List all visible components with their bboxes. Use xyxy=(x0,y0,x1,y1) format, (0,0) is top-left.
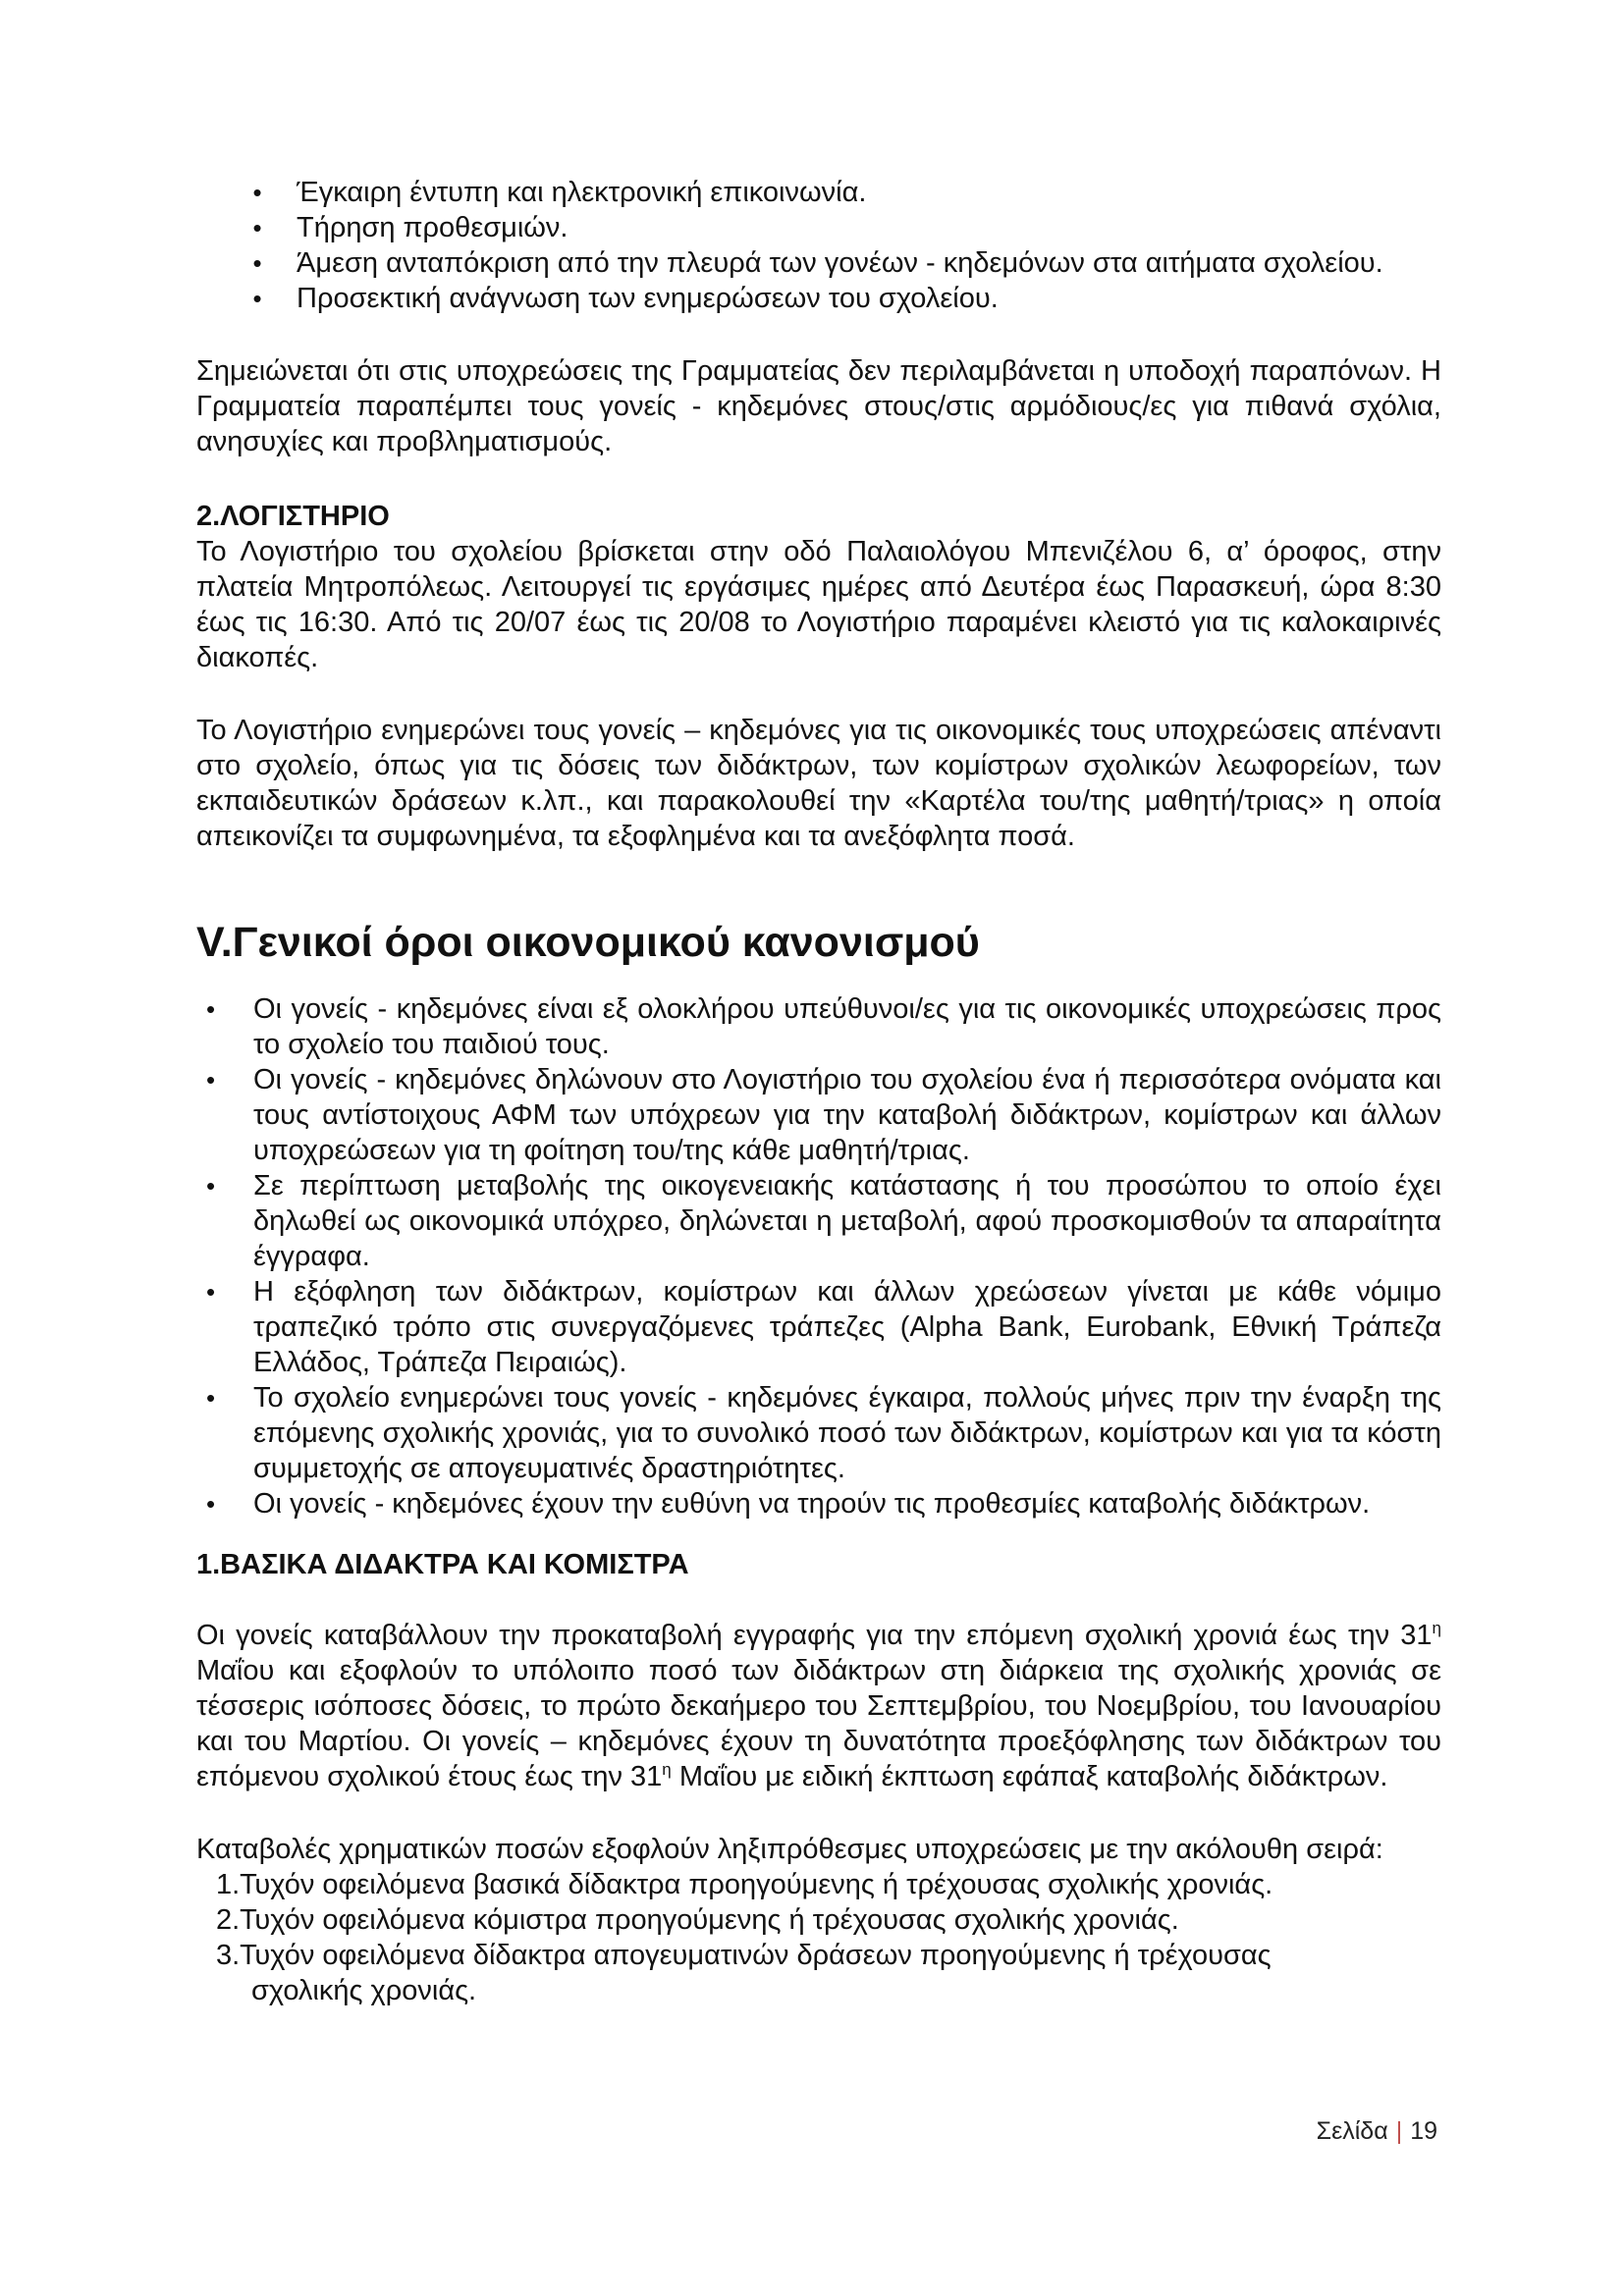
list-item xyxy=(206,1274,1441,1380)
bullet-icon xyxy=(206,1062,226,1097)
bullet-text: Οι γονείς - κηδεμόνες έχουν την ευθύνη να τηρούν τις προθεσμίες καταβολής διδάκτρων. xyxy=(253,1488,1371,1520)
page-label: Σελίδα xyxy=(1316,2117,1388,2145)
bullet-icon xyxy=(247,175,267,210)
bullet-icon xyxy=(247,245,267,281)
financial-terms-list xyxy=(206,991,1441,1522)
list-item xyxy=(206,1168,1441,1274)
bullet-text: Άμεση ανταπόκριση από την πλευρά των γονέων - κηδεμόνων στα αιτήματα σχολείου. xyxy=(297,247,1383,279)
page-footer xyxy=(1317,2116,1437,2146)
list-item-text: 3.Τυχόν οφειλόμενα δίδακτρα απογευματινών δράσεων προηγούμενης ή τρέχουσας xyxy=(216,1940,1272,1971)
page-number: 19 xyxy=(1410,2117,1437,2145)
list-item xyxy=(216,1938,1441,2008)
accounting-paragraph-2: Το Λογιστήριο ενημερώνει τους γονείς – κηδεμόνες για τις οικονομικές τους υποχρεώσεις απέναντι στο σχολείο, όπως για τις δόσεις των διδάκτρων, των κομίστρων σχολικών λεωφορείων, των εκπαιδευτικών δράσεων κ.λπ., και παρακολουθεί την «Καρτέλα του/της μαθητή/τριας» η οποία απεικονίζει τα συμφωνημένα, τα εξοφλημένα και τα ανεξόφλητα ποσά. xyxy=(196,715,1441,852)
bullet-icon xyxy=(206,1168,226,1203)
bullet-text: Τήρηση προθεσμιών. xyxy=(297,212,568,243)
fees-text-1: Οι γονείς καταβάλλουν την προκαταβολή εγγραφής για την επόμενη σχολική χρονιά έως την 31 xyxy=(196,1620,1433,1651)
bullet-text: Έγκαιρη έντυπη και ηλεκτρονική επικοινωνία. xyxy=(297,177,867,208)
bullet-icon xyxy=(206,1486,226,1522)
section-v-title: V.Γενικοί όροι οικονομικού κανονισμού xyxy=(196,919,980,966)
bullet-icon xyxy=(206,1274,226,1309)
communication-bullet-list xyxy=(247,175,1441,316)
accounting-paragraph-1: Το Λογιστήριο του σχολείου βρίσκεται στην οδό Παλαιολόγου Μπενιζέλου 6, α’ όροφος, στην πλατεία Μητροπόλεως. Λειτουργεί τις εργάσιμες ημέρες από Δευτέρα έως Παρασκευή, ώρα 8:30 έως τις 16:30. Από τις 20/07 έως τις 20/08 το Λογιστήριο παραμένει κλειστό για τις καλοκαιρινές διακοπές. xyxy=(196,536,1441,673)
bullet-text: Οι γονείς - κηδεμόνες είναι εξ ολοκλήρου υπεύθυνοι/ες για τις οικονομικές υποχρεώσεις προς το σχολείο του παιδιού τους. xyxy=(253,993,1441,1060)
bullet-text: Σε περίπτωση μεταβολής της οικογενειακής κατάστασης ή του προσώπου το οποίο έχει δηλωθεί ως οικονομικά υπόχρεο, δηλώνεται η μεταβολή, αφού προσκομισθούν τα απαραίτητα έγγραφα. xyxy=(253,1170,1441,1272)
list-item xyxy=(206,991,1441,1062)
list-item-text-continued: σχολικής χρονιάς. xyxy=(251,1975,477,2006)
bullet-text: Η εξόφληση των διδάκτρων, κομίστρων και άλλων χρεώσεων γίνεται με κάθε νόμιμο τραπεζικό τρόπο στις συνεργαζόμενες τράπεζες (Alpha Bank, Eurobank, Εθνική Τράπεζα Ελλάδος, Τράπεζα Πειραιώς). xyxy=(253,1276,1441,1378)
list-item xyxy=(247,245,1441,281)
list-item xyxy=(206,1380,1441,1486)
bullet-icon xyxy=(247,281,267,316)
list-item xyxy=(206,1062,1441,1168)
bullet-icon xyxy=(206,1380,226,1415)
fees-text-2: Μαΐου και εξοφλούν το υπόλοιπο ποσό των διδάκτρων στη διάρκεια της σχολικής χρονιάς σε τέσσερις ισόποσες δόσεις, το πρώτο δεκαήμερο του Σεπτεμβρίου, του Νοεμβρίου, του Ιανουαρίου και του Μαρτίου. Οι γονείς – κηδεμόνες έχουν τη δυνατότητα προεξόφλησης των διδάκτρων του επόμενου σχολικού έτους έως την 31 xyxy=(196,1655,1441,1792)
list-item: 1.Τυχόν οφειλόμενα βασικά δίδακτρα προηγούμενης ή τρέχουσας σχολικής χρονιάς. xyxy=(216,1869,1273,1900)
bullet-text: Οι γονείς - κηδεμόνες δηλώνουν στο Λογιστήριο του σχολείου ένα ή περισσότερα ονόματα και τους αντίστοιχους ΑΦΜ των υπόχρεων για την καταβολή διδάκτρων, κομίστρων και άλλων υποχρεώσεων για τη φοίτηση του/της κάθε μαθητή/τριας. xyxy=(253,1064,1441,1166)
bullet-text: Προσεκτική ανάγνωση των ενημερώσεων του σχολείου. xyxy=(297,283,999,314)
secretariat-note: Σημειώνεται ότι στις υποχρεώσεις της Γραμματείας δεν περιλαμβάνεται η υποδοχή παραπόνων. Η Γραμματεία παραπέμπει τους γονείς - κηδεμόνες στους/στις αρμόδιους/ες για πιθανά σχόλια, ανησυχίες και προβληματισμούς. xyxy=(196,355,1441,457)
bullet-icon xyxy=(206,991,226,1027)
payment-order-list xyxy=(216,1867,1441,2008)
payment-order-intro: Καταβολές χρηματικών ποσών εξοφλούν ληξιπρόθεσμες υποχρεώσεις με την ακόλουθη σειρά: xyxy=(196,1834,1383,1865)
accounting-heading: 2.ΛΟΓΙΣΤΗΡΙΟ xyxy=(196,501,390,532)
list-item xyxy=(247,281,1441,316)
document-page xyxy=(196,175,1441,2008)
bullet-text: Το σχολείο ενημερώνει τους γονείς - κηδεμόνες έγκαιρα, πολλούς μήνες πριν την έναρξη της επόμενης σχολικής χρονιάς, για το συνολικό ποσό των διδάκτρων, κομίστρων και για τα κόστη συμμετοχής σε απογευματινές δραστηριότητες. xyxy=(253,1382,1441,1484)
ordinal-superscript: η xyxy=(662,1760,672,1779)
footer-separator: | xyxy=(1395,2117,1403,2145)
bullet-icon xyxy=(247,210,267,245)
list-item: 2.Τυχόν οφειλόμενα κόμιστρα προηγούμενης ή τρέχουσας σχολικής χρονιάς. xyxy=(216,1904,1179,1936)
list-item xyxy=(206,1486,1441,1522)
fees-paragraph xyxy=(196,1618,1441,1794)
fees-heading: 1.ΒΑΣΙΚΑ ΔΙΔΑΚΤΡΑ ΚΑΙ ΚΟΜΙΣΤΡΑ xyxy=(196,1549,689,1580)
list-item xyxy=(247,210,1441,245)
ordinal-superscript: η xyxy=(1432,1619,1441,1637)
list-item xyxy=(247,175,1441,210)
fees-text-3: Μαΐου με ειδική έκπτωση εφάπαξ καταβολής διδάκτρων. xyxy=(671,1761,1388,1792)
